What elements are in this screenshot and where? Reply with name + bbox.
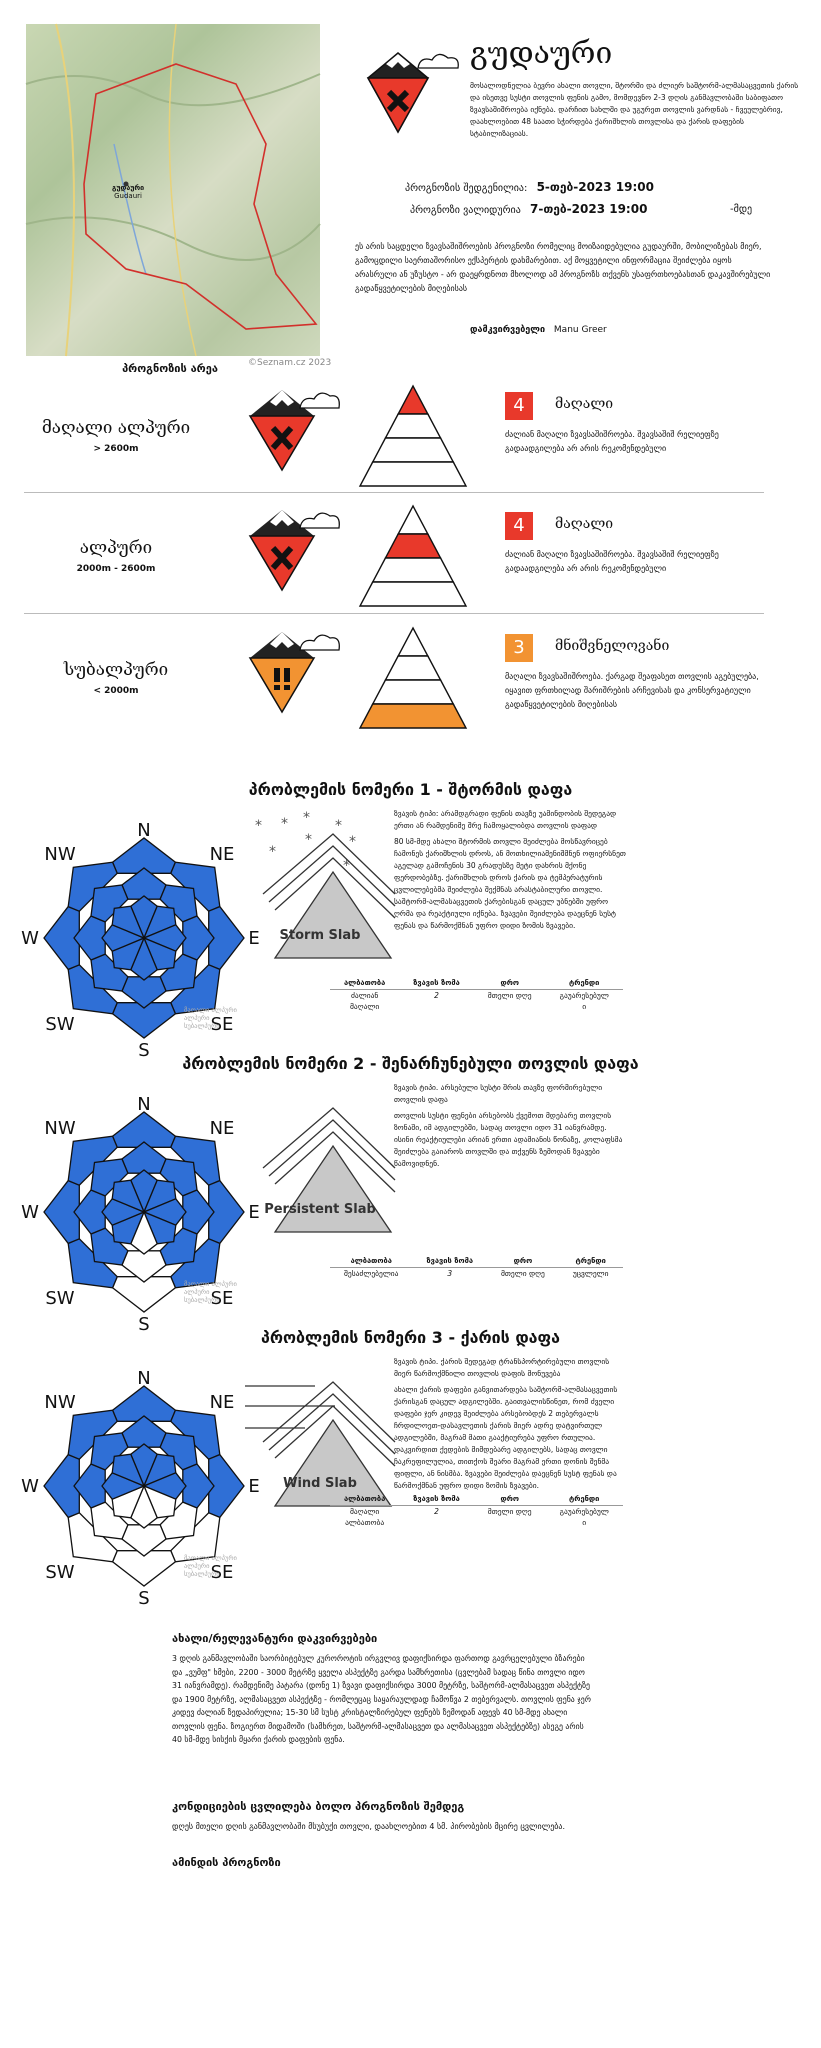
problem-table [330, 976, 623, 1012]
rose-label-ne: NE [209, 844, 235, 865]
forecast-area-map[interactable] [26, 24, 320, 356]
rose-legend-item: ალპური [184, 1562, 210, 1570]
intro-text: ეს არის საცდელი ზვავსაშიშროების პროგნოზი რომელიც მოიზაიდებულია გუდაურში, მობილიზებას მიერ, გამოცდილი საერთაშორისო ექსპერტის დახმარებით. აქ მოყვეტილი ინფორმაცია შეიძლება იყოს არასრული ან უზუსტო - არ დაეყრდნოთ მხოლოდ ამ პროგნოზს თქვენს უსაფრთხოებასთან დაკავშირებული გადაწყვეტილების მიღებისას [355, 242, 771, 293]
weather-change-text: დღეს მთელი დღის განმავლობაში მსუბუქი თოვლი, დაახლოებით 4 სმ. პირობების მცირე ცვლილება. [172, 1822, 566, 1831]
table-cell: ძალიან [350, 991, 379, 1000]
divider [24, 492, 764, 493]
snowflake: * [255, 818, 262, 834]
problem-title: პრობლემის ნომერი 2 - შენარჩუნებული თოვლის დაფა [182, 1054, 639, 1073]
valid-label: პროგნოზი ვალიდურია [410, 205, 521, 216]
rose-label-n: N [137, 820, 151, 841]
elevation-pyramid [358, 627, 468, 733]
pyramid-band [385, 534, 440, 558]
table-header: დრო [474, 1492, 546, 1506]
snowflake: * [305, 832, 312, 848]
problem-body: ახალი ქარის დაფები განვითარდება საშტორმ-ალმასაცვეთის ქარისგან დაცულ ადგილებში. გაითვალისწინეთ, რომ ძველი დაფები ჯერ კიდევ შეიძლება არსებობდეს 2 თებერვალს ჩრდილოეთ-დასავლეთის ქარის მიერ ადრე დატვირთულ ადგილებში, მაგრამ მათი გააქტიურება უფრო რთულია. დაკვირდით ქედების მიმდებარე ადგილებს, სადაც თოვლი ჩაკრეფილულია, თითქოს შეარი მაგრამ ერთი დონის შენმა ფიფლი, ან ნისმბა. ზვავები შეიძლება დაეცნენ სუსტ ფენას და წარმოქმნან უფრო დიდი ზომის ზვავები. [394, 1385, 618, 1490]
problem-table [330, 1492, 623, 1528]
rose-label-s: S [138, 1314, 150, 1335]
table-cell [399, 1517, 474, 1528]
elevation-range: > 2600m [93, 444, 139, 454]
danger-icon-high [242, 386, 342, 476]
snowflake: * [343, 858, 350, 874]
table-row [330, 1506, 623, 1518]
table-header: დრო [487, 1254, 559, 1268]
table-header: დრო [474, 976, 546, 990]
elevation-name: ალპური [79, 538, 153, 558]
problem-body: 80 სმ-მდე ახალი შტორმის თოვლი შეიძლება მოსწავრიცებ ჩამონეს ქარიშხლის დროს, ან მოთხილიამენიშმნენ ოფიერსნეთ აგელად გამოჩენის 30 გრადუსზე მეტი დახრის მქონე ფერდობებზე. ქარიშხლის დროს ქარის და ტემპერატურის ცვლილებებმა შეიძლება შექმნას არასტაბილური თოვლი. საშტორმ-ალმასაცვეთის ქარებისგან დაცულ უბნებში უფრო ღრმა და რეაქტიული იქნება. ზვავები შეიძლება დაეცნენ სუსტ ფენას და წარმოქმნან უფრო დიდი ზომის ზვავები. [394, 837, 626, 930]
table-header-row [330, 1254, 623, 1268]
rose-label-e: E [248, 1202, 260, 1223]
rose-legend [184, 1006, 237, 1030]
observations-title: ახალი/რელევანტური დაკვირვებები [172, 1632, 378, 1645]
table-header: ალბათობა [330, 1254, 413, 1268]
rose-label-e: E [248, 1476, 260, 1497]
table-cell: მთელი დღე [487, 1507, 532, 1516]
divider [24, 613, 764, 614]
table-row [330, 990, 623, 1002]
table-cell: შესაძლებელია [344, 1269, 399, 1278]
table-cell: ი [582, 1002, 587, 1011]
problem-body: თოვლის სუსტი ფენები არსებობს ქვემოთ მდებარე თოვლის ზონაში, იმ ადგილებში, სადაც თოვლი იდო 31 იანვრამდე. ისინი რეაქტიულები არიან ერთი ადამიანის წონაზე, კოლაფსმა შეიძლება გაიაროს თოვლში და თქვენს ზემოდან ზვავები წამოვიდნენ. [394, 1111, 623, 1168]
problem-title: პრობლემის ნომერი 3 - ქარის დაფა [260, 1328, 561, 1347]
rose-label-e: E [248, 928, 260, 949]
rose-legend-item: სუბალპური [184, 1296, 220, 1304]
map-label: პროგნოზის არეა [122, 362, 218, 375]
table-cell [399, 1001, 474, 1012]
danger-level-description: ძალიან მაღალი ზვავსაშიშროება. შვავსაშიშ რელიეფზე გადაადგილება არ არის რეკომენდებული [505, 550, 719, 573]
rose-legend-item: ალპური [184, 1014, 210, 1022]
elevation-name: მაღალი ალპური [41, 418, 191, 438]
snowflake: * [281, 816, 288, 832]
table-header: ზვავის ზომა [413, 1254, 488, 1268]
table-header: ალბათობა [330, 976, 399, 990]
table-cell: მთელი დღე [487, 991, 532, 1000]
valid-row [410, 202, 647, 216]
problem-table [330, 1254, 623, 1279]
danger-icon-high [358, 50, 466, 138]
weather-change-title: კონდიციების ცვლილება ბოლო პროგნოზის შემდეგ [172, 1800, 465, 1813]
table-cell: ი [582, 1518, 587, 1527]
snowflake: * [335, 818, 342, 834]
danger-level-name: მნიშვნელოვანი [555, 638, 670, 654]
valid-suffix: -მდე [730, 204, 753, 215]
table-header: ზვავის ზომა [399, 1492, 474, 1506]
danger-level-name: მაღალი [555, 516, 614, 532]
pyramid-band [398, 506, 428, 534]
slab-icon [245, 810, 395, 964]
slab-label: Wind Slab [283, 1476, 357, 1491]
problem-type: ზვავის ტიპი. ქარის შედეგად ტრანსპორტირებული თოვლის მიერ წარმოქმნილი თოვლის დაფის მონუვება [394, 1357, 610, 1378]
rose-label-ne: NE [209, 1392, 235, 1413]
rose-label-se: SE [210, 1562, 234, 1583]
rose-label-nw: NW [44, 1392, 76, 1413]
rose-label-sw: SW [45, 1014, 75, 1035]
table-header-row [330, 976, 623, 990]
problem-table-wrap [330, 976, 623, 1012]
danger-level-name: მაღალი [555, 396, 614, 412]
danger-level-description: მაღალი ზვავსაშიშროება. ქარგად შეაფასეთ თოვლის აგებულება, იყავით ფრთხილად შარიშრების არჩევისას და კონსერვატიული გადაწყვეტილების მიღებისას [505, 672, 759, 709]
valid-value: 7-თებ-2023 19:00 [529, 202, 648, 216]
elevation-pyramid [358, 505, 468, 611]
danger-level-badge: 4 [505, 392, 533, 420]
elevation-pyramid [358, 385, 468, 491]
issued-value: 5-თებ-2023 19:00 [536, 180, 655, 194]
author-name: Manu Greer [553, 325, 607, 335]
slab-label: Persistent Slab [264, 1202, 376, 1217]
table-header: ზვავის ზომა [399, 976, 474, 990]
rose-label-se: SE [210, 1014, 234, 1035]
danger-icon-considerable [242, 628, 342, 718]
pyramid-band [373, 680, 454, 704]
rose-label-ne: NE [209, 1118, 235, 1139]
rose-legend [184, 1554, 237, 1578]
table-row [330, 1517, 623, 1528]
table-cell: მაღალი [350, 1507, 380, 1516]
table-row [330, 1001, 623, 1012]
table-cell [474, 1517, 546, 1528]
problem-type: ზვავის ტიპი: არამდგრადი ფენის თავზე უამინდობის შედეგად ერთი ან რამდენიმე შრე ჩამოყალიბდა თოვლის დაფად [394, 809, 617, 830]
danger-level-description: ძალიან მაღალი ზვავსაშიშროება. შვავსაშიშ რელიეფზე გადაადგილება არ არის რეკომენდებული [505, 430, 719, 453]
rose-label-se: SE [210, 1288, 234, 1309]
rose-legend-item: მაღალი ალპური [184, 1554, 237, 1562]
slab-icon [245, 1084, 395, 1238]
rose-label-nw: NW [44, 844, 76, 865]
table-cell: 3 [447, 1269, 453, 1278]
table-cell [474, 1001, 546, 1012]
slab-icon [245, 1358, 395, 1512]
rose-label-w: W [21, 928, 39, 949]
danger-icon-high [242, 506, 342, 596]
rose-label-nw: NW [44, 1118, 76, 1139]
weather-forecast-title: ამინდის პროგნოზი [172, 1856, 281, 1869]
danger-level-badge: 4 [505, 512, 533, 540]
pyramid-band [398, 386, 428, 414]
pyramid-band [398, 628, 428, 656]
rose-label-n: N [137, 1094, 151, 1115]
pyramid-band [385, 414, 440, 438]
problem-table-wrap [330, 1254, 623, 1279]
slab-label: Storm Slab [279, 928, 361, 943]
observations-text: 3 დღის განმავლობაში საორბიტებულ კუროროტის ირგვლივ დაფიქსირდა ფართოდ გავრცელებული ბზარები და „ვუმფ" ხმები, 2200 - 3000 მეტრზე ყველა ასპექტზე გარდა სამხრეთისა (ცვლებამ სადაც წინა თოვლი იდო 31 იანვრამდე). რამდენიმე პატარა (დონე 1) ზვავი დაფიქსირდა 3000 მეტრზე, საშტორმ-ალმასაცვეთ ასპექტზე და 1900 მეტრზე, ალმასაცვეთ ასპექტზე - რომლეცაც საყარაულდად ჩამოწვა 2 თებერვალს. თოვლის ფენა ჯერ კიდევ ძალიან ზედაპირულია; 15-30 სმ სუსტ კრისტალზირებულ ფენებს ზემოდან აფევს 40 სმ-მდე ახალი თოვლის ფენა. ზოგიერთ მიდამოში (სამხრეთ, საშტორმ-ალმასაცვეთ და ალმასაცვეთ ასპექტებზე) ასეგე არის 40 სმ-მდე სისქის მყარი ქარის დაფების ფენა. [172, 1654, 591, 1744]
rose-legend-item: ალპური [184, 1288, 210, 1296]
table-cell: გაუარესებულ [559, 991, 609, 1000]
table-header: ტრენდი [546, 1492, 623, 1506]
pyramid-band [360, 462, 466, 486]
danger-level-badge: 3 [505, 634, 533, 662]
rose-label-w: W [21, 1202, 39, 1223]
table-row [330, 1268, 623, 1280]
region-title: გუდაური [470, 36, 613, 71]
problem-title: პრობლემის ნომერი 1 - შტორმის დაფა [248, 780, 573, 799]
table-cell: 2 [434, 1507, 439, 1516]
table-cell: 2 [434, 991, 439, 1000]
author-row [470, 325, 607, 335]
table-cell: მაღალი [350, 1002, 380, 1011]
rose-legend-item: მაღალი ალპური [184, 1006, 237, 1014]
region-description: მოსალოდნელია ბევრი ახალი თოვლი, შტორმი და ძლიერ საშტორმ-ალმასაცვეთის ქარის და ისეთვე სუსტი თოვლის ფენის გამო, მომდევნო 2-3 დღის განმავლობაში საბიფათო ზვავსაშიშროება იქნება. დარჩით სახლში და უგურეთ თოვლის ვარდნას - ჩვეულებრივ, დაახლოებით 48 საათი სჭირდება ქარიშხლის თოვლისა და ქარის დაფების სტაბილიზაციას. [470, 81, 799, 138]
elevation-name: სუბალპური [63, 660, 169, 680]
rose-legend [184, 1280, 237, 1304]
snowflake: * [303, 810, 310, 826]
table-header-row [330, 1492, 623, 1506]
problem-type: ზვავის ტიპი. არსებული სუსტი შრის თავზე ფორმირებული თოვლის დაფა [394, 1083, 603, 1104]
map-credit: ©Seznam.cz 2023 [248, 358, 332, 368]
table-header: ტრენდი [546, 976, 623, 990]
rose-legend-item: მაღალი ალპური [184, 1280, 237, 1288]
rose-label-s: S [138, 1588, 150, 1609]
pyramid-band [360, 582, 466, 606]
map-town-label: გუდაური Gudauri [112, 184, 145, 200]
snowflake: * [349, 834, 356, 850]
rose-label-sw: SW [45, 1562, 75, 1583]
table-header: ტრენდი [559, 1254, 623, 1268]
pyramid-band [373, 438, 454, 462]
issued-label: პროგნოზის შედგენილია: [405, 183, 528, 194]
rose-label-n: N [137, 1368, 151, 1389]
rose-label-s: S [138, 1040, 150, 1061]
table-cell: უცვლელი [572, 1269, 609, 1278]
pyramid-band [373, 558, 454, 582]
table-cell: მთელი დღე [501, 1269, 545, 1278]
rose-legend-item: სუბალპური [184, 1570, 220, 1578]
table-header: ალბათობა [330, 1492, 399, 1506]
elevation-range: < 2000m [93, 686, 139, 696]
rose-label-w: W [21, 1476, 39, 1497]
author-label: დამკვირვებელი [470, 325, 546, 335]
pyramid-band [360, 704, 466, 728]
problem-table-wrap [330, 1492, 623, 1528]
table-cell: ალბათობა [345, 1518, 385, 1527]
snowflake: * [269, 844, 276, 860]
table-cell: გაუარესებულ [559, 1507, 609, 1516]
elevation-range: 2000m - 2600m [76, 564, 156, 574]
pyramid-band [385, 656, 440, 680]
rose-label-sw: SW [45, 1288, 75, 1309]
issued-row [405, 180, 654, 194]
rose-legend-item: სუბალპური [184, 1022, 220, 1030]
